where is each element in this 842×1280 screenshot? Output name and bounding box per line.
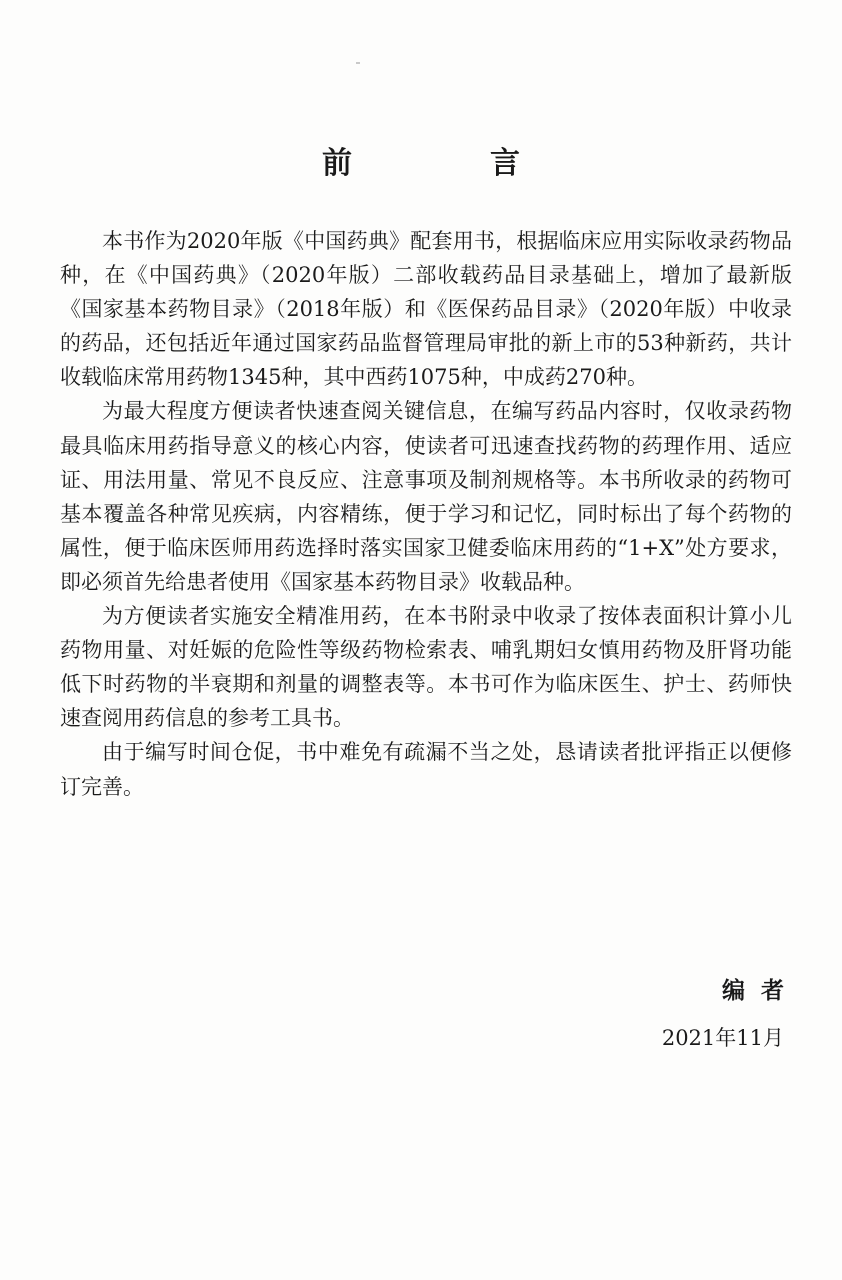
scan-speck xyxy=(356,62,360,64)
paragraph-2: 为最大程度方便读者快速查阅关键信息，在编写药品内容时，仅收录药物最具临床用药指导意义的核心内容，使读者可迅速查找药物的药理作用、适应证、用法用量、常见不良反应、注意事项及制剂规格等。本书所收录的药物可基本覆盖各种常见疾病，内容精练，便于学习和记忆，同时标出了每个药物的属性，便于临床医师用药选择时落实国家卫健委临床用药的“1+X”处方要求，即必须首先给患者使用《国家基本药物目录》收载品种。 xyxy=(60,399,792,594)
signature-date: 2021年11月 xyxy=(661,1026,784,1050)
author-signature: 编者 xyxy=(722,978,800,1004)
preface-body xyxy=(60,224,792,804)
paragraph-4: 由于编写时间仓促，书中难免有疏漏不当之处，恳请读者批评指正以便修订完善。 xyxy=(60,740,792,799)
paragraph-3: 为方便读者实施安全精准用药，在本书附录中收录了按体表面积计算小儿药物用量、对妊娠的危险性等级药物检索表、哺乳期妇女慎用药物及肝肾功能低下时药物的半衰期和剂量的调整表等。本书可作为临床医生、护士、药师快速查阅用药信息的参考工具书。 xyxy=(60,604,792,731)
page-title: 前 言 xyxy=(322,146,574,181)
signature-block xyxy=(661,974,800,1054)
paragraph-1: 本书作为2020年版《中国药典》配套用书，根据临床应用实际收录药物品种，在《中国药典》（2020年版）二部收载药品目录基础上，增加了最新版《国家基本药物目录》（2018年版）和《医保药品目录》（2020年版）中收录的药品，还包括近年通过国家药品监督管理局审批的新上市的53种新药，共计收载临床常用药物1345种，其中西药1075种，中成药270种。 xyxy=(60,229,792,390)
